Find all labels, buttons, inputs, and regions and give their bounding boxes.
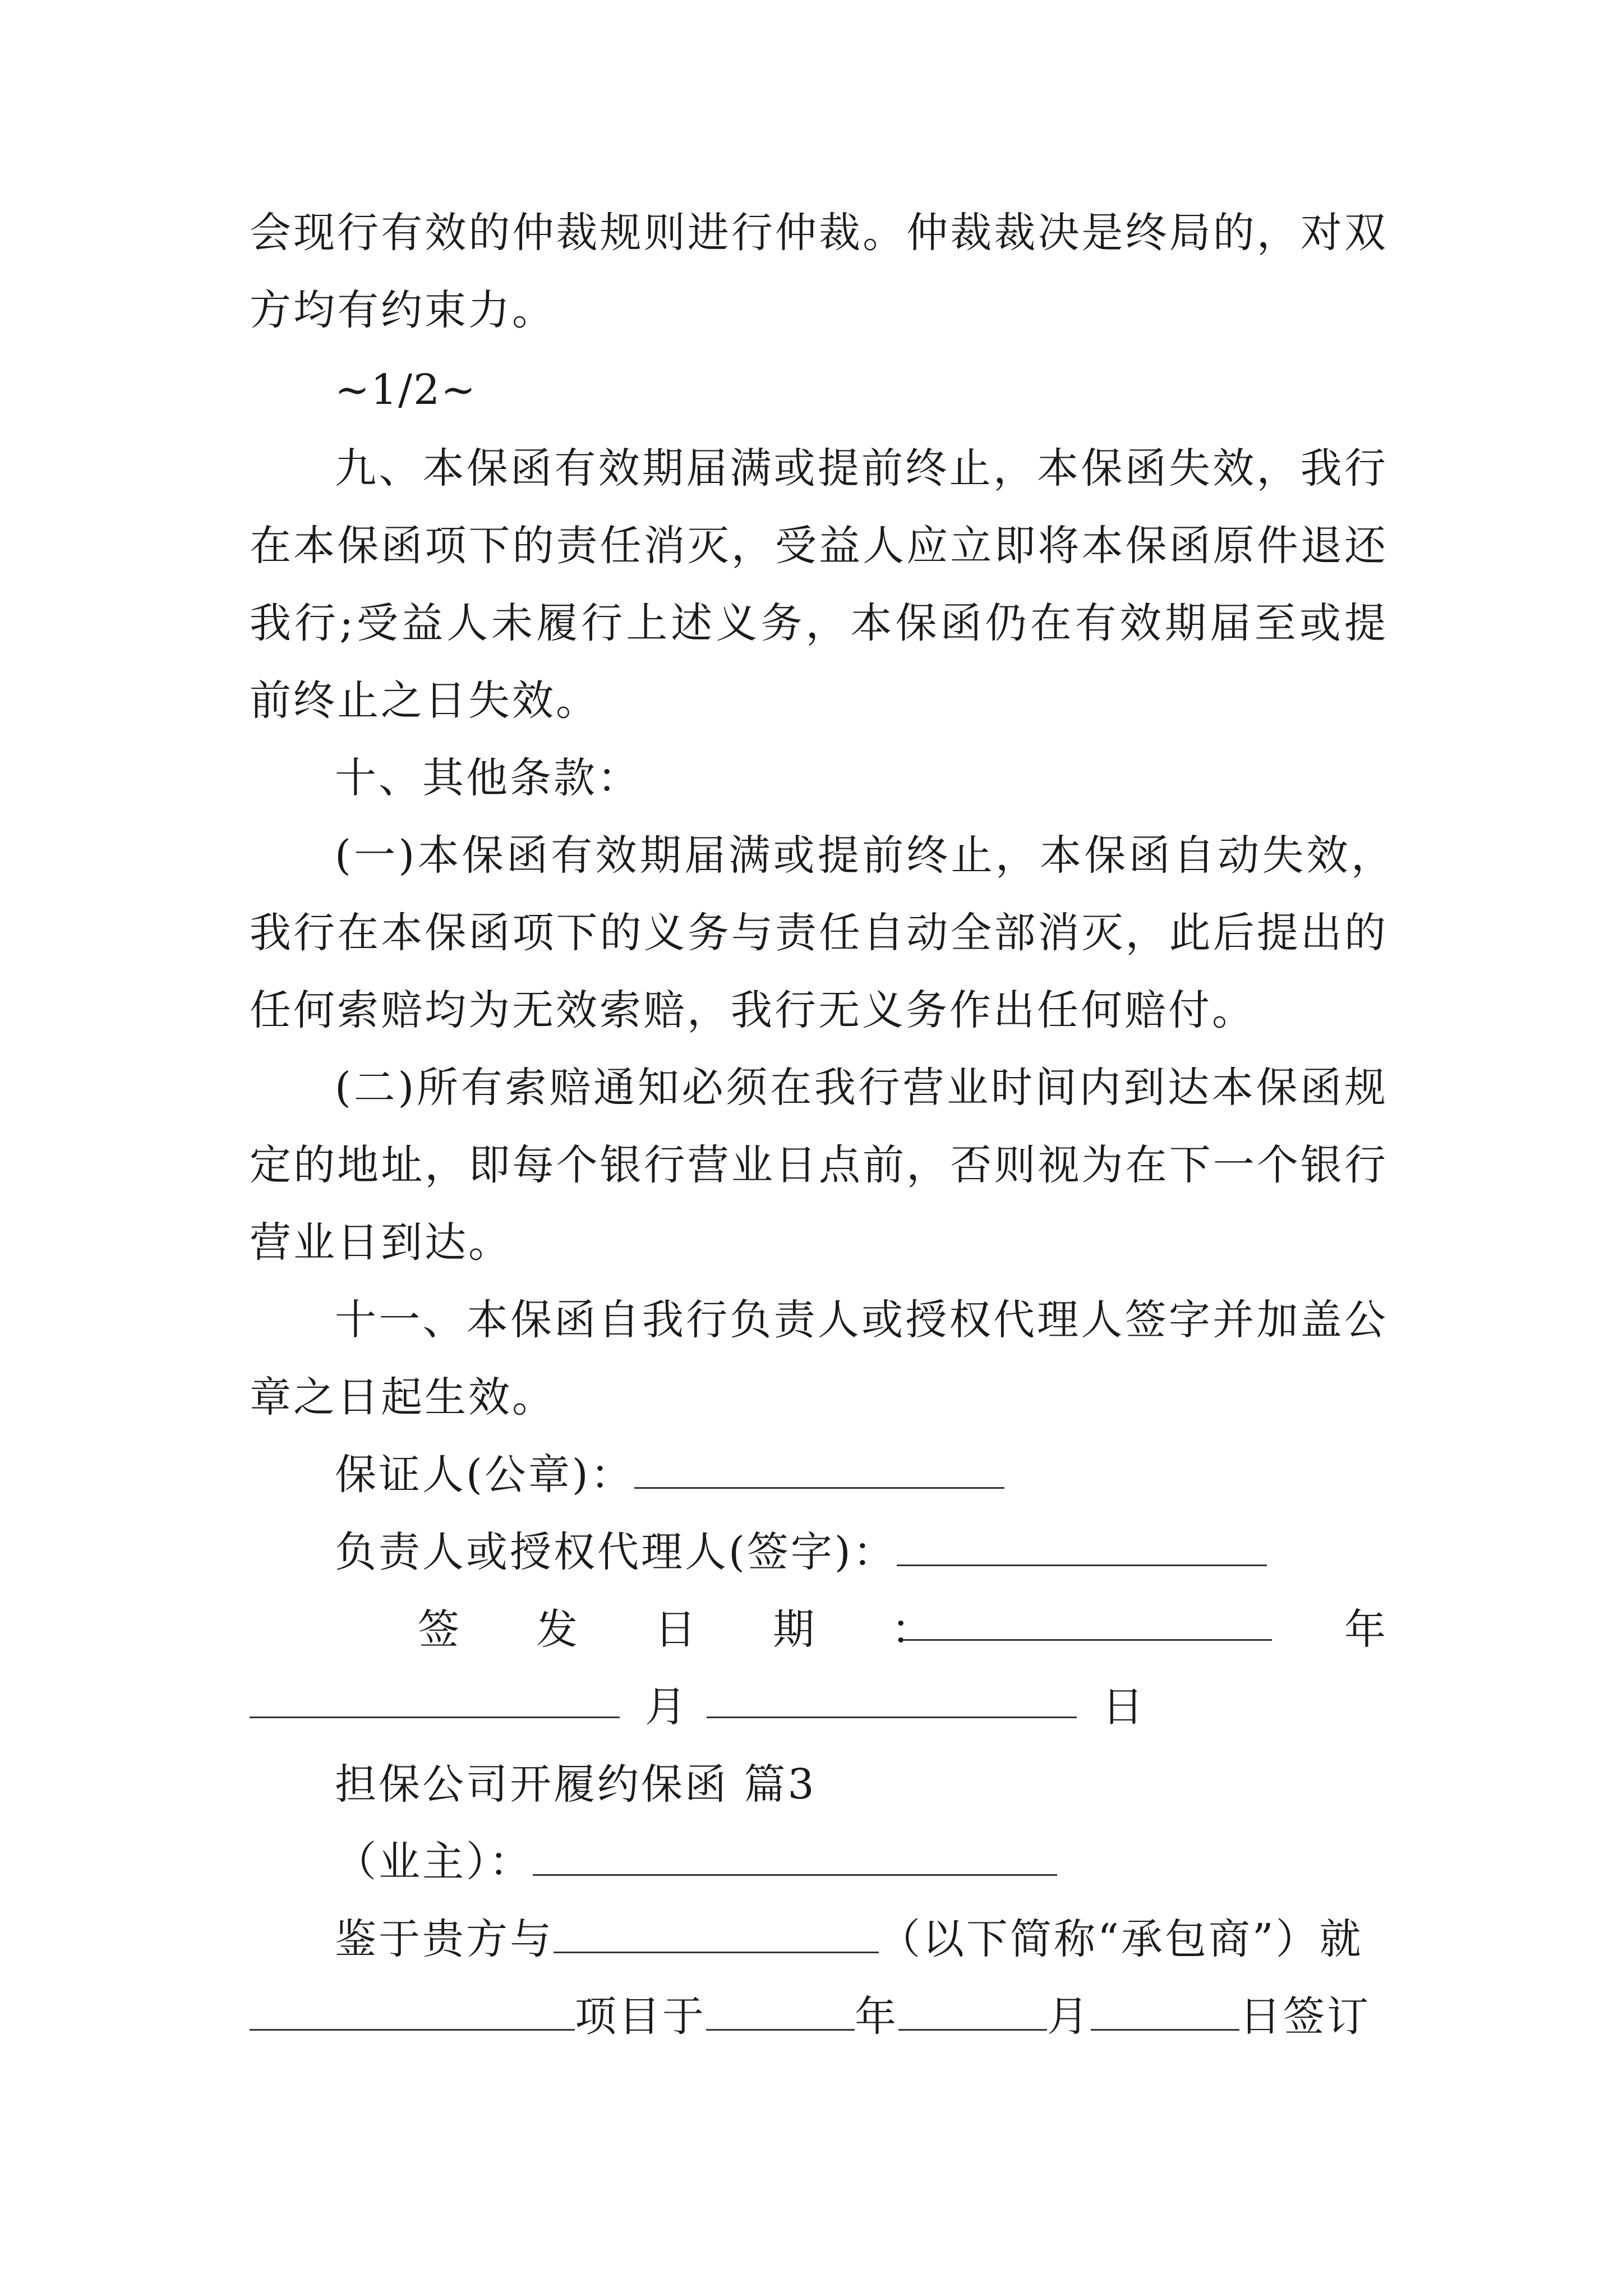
issue-date-label: 签 发 日 期 ： bbox=[418, 1605, 950, 1654]
month-label: 月 bbox=[645, 1683, 689, 1731]
day-label: 日 bbox=[1102, 1683, 1146, 1731]
owner-blank bbox=[533, 1839, 1057, 1876]
signer-row bbox=[335, 1521, 1473, 1583]
clause-10-1-line: 我行在本保函项下的义务与责任自动全部消灭，此后提出的 bbox=[250, 909, 1388, 957]
clause-10-title: 十、其他条款： bbox=[335, 754, 641, 802]
guarantor-label: 保证人(公章)： bbox=[335, 1451, 634, 1499]
clause-9-line: 在本保函项下的责任消灭，受益人应立即将本保函原件退还 bbox=[250, 522, 1388, 570]
clause-10-1-text: (一)本保函有效期届满或提前终止，本保函自动失效， bbox=[335, 831, 1395, 880]
signer-label: 负责人或授权代理人(签字)： bbox=[335, 1528, 897, 1576]
guarantor-seal-blank bbox=[634, 1452, 1004, 1489]
sign-year-label: 年 bbox=[855, 1993, 898, 2041]
issue-date-row bbox=[418, 1599, 1388, 1660]
sign-year-blank bbox=[706, 1994, 855, 2031]
clause-11-text: 十一、本保函自我行负责人或授权代理人签字并加盖公 bbox=[335, 1296, 1388, 1344]
year-label: 年 bbox=[1344, 1605, 1388, 1654]
sign-text: 日签订 bbox=[1239, 1993, 1371, 2041]
month-blank bbox=[250, 1682, 620, 1718]
contractor-blank bbox=[554, 1917, 879, 1953]
page-number: ~1/2~ bbox=[335, 366, 477, 414]
day-blank bbox=[707, 1682, 1077, 1718]
clause-10-1-line bbox=[335, 825, 1395, 886]
clause-10-2-line: 营业日到达。 bbox=[250, 1218, 512, 1267]
paragraph-line: 方均有约束力。 bbox=[250, 286, 556, 334]
guarantor-row bbox=[335, 1444, 1473, 1506]
clause-10-2-line: 定的地址，即每个银行营业日点前，否则视为在下一个银行 bbox=[250, 1141, 1388, 1189]
clause-11-line bbox=[335, 1289, 1388, 1351]
clause-10-1-line: 任何索赔均为无效索赔，我行无义务作出任何赔付。 bbox=[250, 986, 1256, 1034]
issue-date-row-2 bbox=[250, 1676, 1388, 1738]
whereas-suffix: （以下简称“承包商”）就 bbox=[879, 1915, 1363, 1963]
year-blank bbox=[902, 1604, 1272, 1641]
whereas-row bbox=[335, 1908, 1473, 1970]
clause-10-2-text: (二)所有索赔通知必须在我行营业时间内到达本保函规 bbox=[335, 1064, 1388, 1112]
signer-signature-blank bbox=[897, 1530, 1267, 1566]
section-title: 担保公司开履约保函 篇3 bbox=[335, 1760, 817, 1809]
whereas-prefix: 鉴于贵方与 bbox=[335, 1915, 554, 1963]
owner-row bbox=[335, 1831, 1473, 1893]
project-blank bbox=[250, 1994, 575, 2031]
clause-9-text: 九、本保函有效期届满或提前终止，本保函失效，我行 bbox=[335, 444, 1388, 493]
clause-9-line bbox=[335, 438, 1388, 499]
sign-day-blank bbox=[1091, 1994, 1239, 2031]
paragraph-line: 会现行有效的仲裁规则进行仲裁。仲裁裁决是终局的，对双 bbox=[250, 209, 1388, 257]
project-row bbox=[250, 1986, 1388, 2047]
clause-11-line: 章之日起生效。 bbox=[250, 1373, 556, 1421]
clause-9-line: 前终止之日失效。 bbox=[250, 677, 600, 725]
owner-label: （业主）： bbox=[335, 1838, 533, 1886]
clause-9-line: 我行;受益人未履行上述义务，本保函仍在有效期届至或提 bbox=[250, 599, 1388, 647]
sign-month-blank bbox=[898, 1994, 1047, 2031]
project-text: 项目于 bbox=[575, 1993, 706, 2041]
sign-month-label: 月 bbox=[1047, 1993, 1091, 2041]
clause-10-2-line bbox=[335, 1057, 1388, 1119]
